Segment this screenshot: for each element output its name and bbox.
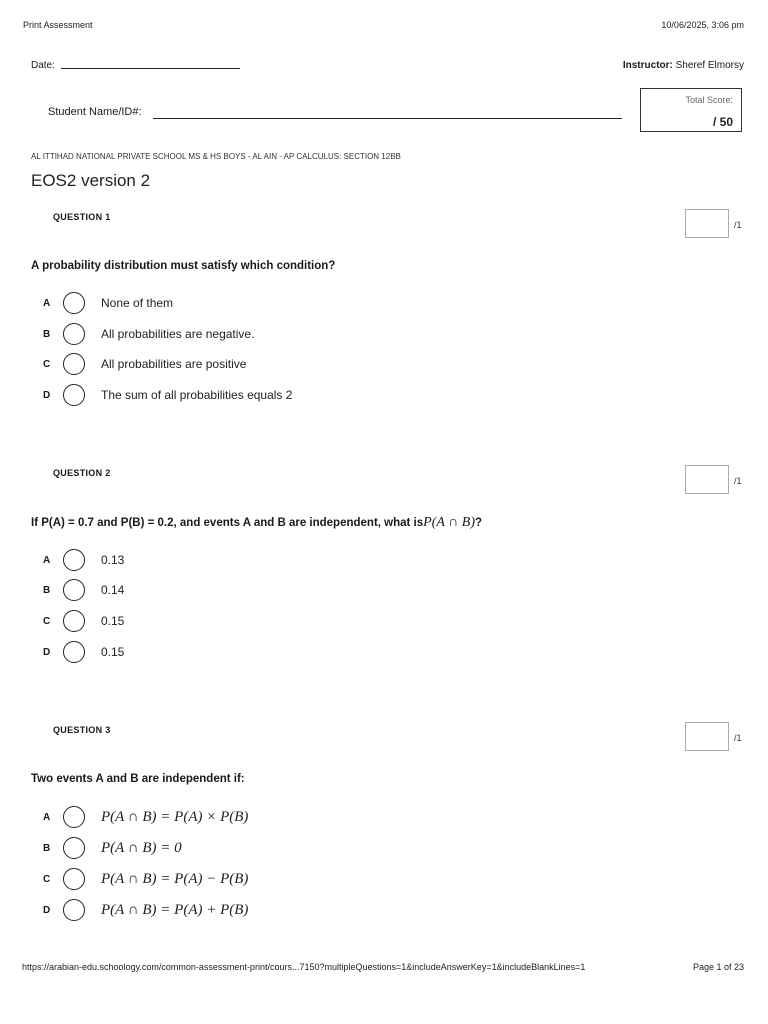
- instructor-label: Instructor:: [622, 60, 673, 71]
- option-letter: C: [43, 615, 51, 627]
- question-3-score-box[interactable]: [685, 722, 729, 751]
- option-text: P(A ∩ B) = P(A) × P(B): [101, 808, 249, 825]
- option-text: P(A ∩ B) = 0: [101, 839, 182, 856]
- radio-circle-icon[interactable]: [63, 292, 85, 314]
- question-1-label: QUESTION 1: [53, 212, 111, 222]
- option-text: 0.14: [101, 583, 125, 597]
- option-text: 0.15: [101, 645, 125, 659]
- option-text: P(A ∩ B) = P(A) − P(B): [101, 870, 249, 887]
- student-name-label: Student Name/ID#:: [48, 106, 142, 118]
- question-3-option-b[interactable]: [43, 836, 182, 860]
- question-2-score-box[interactable]: [685, 465, 729, 494]
- option-letter: B: [43, 584, 51, 596]
- option-text: The sum of all probabilities equals 2: [101, 388, 293, 402]
- question-3-option-a[interactable]: [43, 805, 248, 829]
- question-2-text-math: P(A ∩ B): [423, 515, 475, 530]
- question-1-points: /1: [734, 220, 742, 230]
- question-2-option-a[interactable]: [43, 548, 124, 572]
- total-score-box: [640, 88, 742, 132]
- question-1-option-b[interactable]: [43, 322, 254, 346]
- option-letter: D: [43, 389, 51, 401]
- option-letter: B: [43, 328, 51, 340]
- option-text: 0.15: [101, 614, 125, 628]
- question-1-score-box[interactable]: [685, 209, 729, 238]
- question-2-label: QUESTION 2: [53, 468, 111, 478]
- radio-circle-icon[interactable]: [63, 641, 85, 663]
- question-2-option-c[interactable]: [43, 609, 124, 633]
- instructor-name: Sheref Elmorsy: [675, 60, 744, 71]
- instructor-info: [623, 60, 744, 71]
- radio-circle-icon[interactable]: [63, 579, 85, 601]
- question-2-text-end: ?: [475, 517, 483, 529]
- option-letter: C: [43, 873, 51, 885]
- total-score-label: Total Score:: [685, 95, 733, 105]
- radio-circle-icon[interactable]: [63, 837, 85, 859]
- question-1-option-c[interactable]: [43, 352, 246, 376]
- option-letter: A: [43, 811, 51, 823]
- radio-circle-icon[interactable]: [63, 868, 85, 890]
- option-text: 0.13: [101, 553, 125, 567]
- option-letter: B: [43, 842, 51, 854]
- date-blank-line[interactable]: [61, 68, 240, 69]
- radio-circle-icon[interactable]: [63, 610, 85, 632]
- total-score-value: / 50: [712, 115, 733, 129]
- option-text: All probabilities are positive: [101, 357, 247, 371]
- radio-circle-icon[interactable]: [63, 323, 85, 345]
- question-2-points: /1: [734, 476, 742, 486]
- date-label: Date:: [31, 60, 55, 71]
- radio-circle-icon[interactable]: [63, 806, 85, 828]
- question-2-option-d[interactable]: [43, 640, 124, 664]
- option-text: None of them: [101, 296, 174, 310]
- school-course-line: AL ITTIHAD NATIONAL PRIVATE SCHOOL MS & HS BOYS - AL AIN - AP CALCULUS: SECTION 12BB: [31, 152, 401, 161]
- question-2-option-b[interactable]: [43, 578, 124, 602]
- radio-circle-icon[interactable]: [63, 549, 85, 571]
- radio-circle-icon[interactable]: [63, 353, 85, 375]
- print-timestamp: 10/06/2025, 3:06 pm: [661, 20, 744, 30]
- radio-circle-icon[interactable]: [63, 384, 85, 406]
- option-letter: D: [43, 646, 51, 658]
- option-text: P(A ∩ B) = P(A) + P(B): [101, 901, 249, 918]
- question-1-option-a[interactable]: [43, 291, 173, 315]
- question-1-text: A probability distribution must satisfy which condition?: [31, 260, 336, 272]
- option-letter: D: [43, 904, 51, 916]
- option-text: All probabilities are negative.: [101, 327, 255, 341]
- page-number: Page 1 of 23: [692, 962, 744, 972]
- question-3-points: /1: [734, 733, 742, 743]
- question-3-option-d[interactable]: [43, 898, 248, 922]
- print-title: Print Assessment: [23, 20, 93, 30]
- footer-url: https://arabian-edu.schoology.com/common-assessment-print/cours...7150?multipleQuestions=1&includeAnswerKey=1&includeBlankLines=1: [22, 962, 586, 972]
- question-2-text-main: If P(A) = 0.7 and P(B) = 0.2, and events A and B are independent, what is: [31, 517, 424, 529]
- question-1-option-d[interactable]: [43, 383, 292, 407]
- option-letter: A: [43, 297, 51, 309]
- student-name-blank-line[interactable]: [153, 118, 622, 119]
- radio-circle-icon[interactable]: [63, 899, 85, 921]
- question-3-option-c[interactable]: [43, 867, 248, 891]
- option-letter: A: [43, 554, 51, 566]
- question-3-text: Two events A and B are independent if:: [31, 773, 245, 785]
- assessment-title: EOS2 version 2: [31, 171, 151, 190]
- question-2-text: [31, 515, 482, 531]
- question-3-label: QUESTION 3: [53, 725, 111, 735]
- option-letter: C: [43, 358, 51, 370]
